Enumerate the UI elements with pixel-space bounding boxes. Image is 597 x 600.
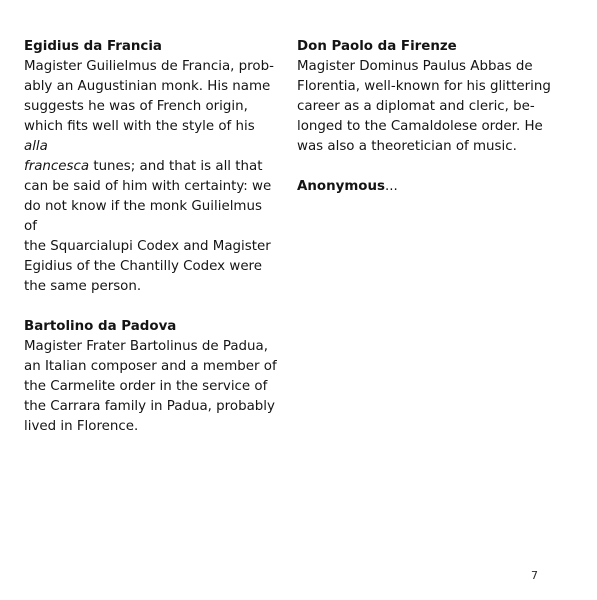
page-number: 7 bbox=[531, 569, 538, 582]
bio-line: Magister Dominus Paulus Abbas de bbox=[297, 59, 533, 74]
composer-entry-egidius bbox=[24, 37, 279, 297]
italic-term: francesca bbox=[24, 159, 90, 174]
bio-line: the Carrara family in Padua, probably bbox=[24, 399, 275, 414]
composer-entry-paolo bbox=[297, 37, 559, 157]
composer-name: Bartolino da Padova bbox=[24, 319, 177, 334]
composer-bio bbox=[24, 57, 279, 297]
composer-name: Anonymous bbox=[297, 179, 386, 194]
bio-line: Magister Guilielmus de Francia, prob- bbox=[24, 59, 274, 74]
bio-line: which fits well with the style of his bbox=[24, 119, 255, 134]
bio-line: was also a theoretician of music. bbox=[297, 139, 517, 154]
left-column bbox=[24, 37, 279, 457]
bio-line: ably an Augustinian monk. His name bbox=[24, 79, 271, 94]
bio-line: career as a diplomat and cleric, be- bbox=[297, 99, 535, 114]
composer-entry-bartolino bbox=[24, 317, 279, 437]
bio-line: the same person. bbox=[24, 279, 142, 294]
composer-name: Egidius da Francia bbox=[24, 39, 162, 54]
bio-line: do not know if the monk Guilielmus of bbox=[24, 199, 262, 234]
bio-line: can be said of him with certainty: we bbox=[24, 179, 272, 194]
italic-term: alla bbox=[24, 139, 48, 154]
bio-line: lived in Florence. bbox=[24, 419, 139, 434]
composer-bio bbox=[24, 337, 279, 437]
composer-name: Don Paolo da Firenze bbox=[297, 39, 457, 54]
bio-line: longed to the Camaldolese order. He bbox=[297, 119, 543, 134]
composer-entry-anonymous bbox=[297, 177, 559, 197]
bio-line: Florentia, well-known for his glittering bbox=[297, 79, 551, 94]
bio-line: the Carmelite order in the service of bbox=[24, 379, 268, 394]
bio-line: Egidius of the Chantilly Codex were bbox=[24, 259, 263, 274]
bio-line: an Italian composer and a member of bbox=[24, 359, 277, 374]
bio-line: suggests he was of French origin, bbox=[24, 99, 248, 114]
composer-bio bbox=[297, 57, 559, 157]
bio-line: Magister Frater Bartolinus de Padua, bbox=[24, 339, 269, 354]
right-column bbox=[297, 37, 559, 217]
ellipsis: ... bbox=[385, 179, 398, 194]
bio-line: tunes; and that is all that bbox=[89, 159, 263, 174]
bio-line: the Squarcialupi Codex and Magister bbox=[24, 239, 271, 254]
